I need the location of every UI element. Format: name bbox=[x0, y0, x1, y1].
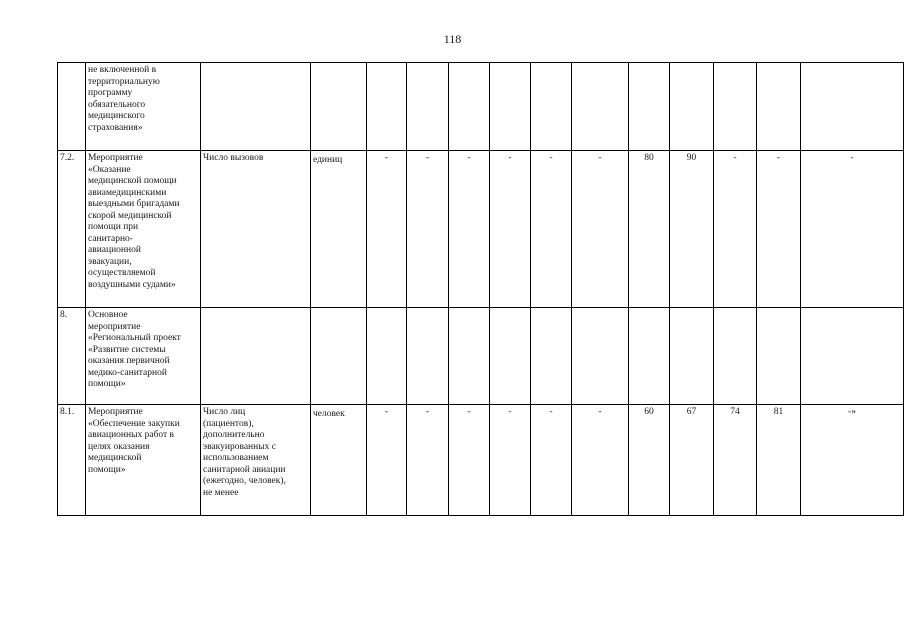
value-cell: - bbox=[449, 151, 490, 308]
unit-cell: человек bbox=[311, 405, 367, 516]
activity-name-line: санитарно- bbox=[88, 233, 133, 244]
indicator-cell bbox=[201, 308, 311, 405]
value-cell bbox=[531, 63, 572, 151]
value-cell: - bbox=[757, 151, 801, 308]
value-cell: 80 bbox=[629, 151, 670, 308]
value-cell: - bbox=[572, 151, 629, 308]
activity-name-line: Основное bbox=[88, 310, 128, 320]
value-cell bbox=[407, 308, 449, 405]
value-cell: - bbox=[449, 405, 490, 516]
value-cell bbox=[714, 63, 757, 151]
value-cell bbox=[757, 63, 801, 151]
value-cell: 81 bbox=[757, 405, 801, 516]
value-cell: - bbox=[407, 151, 449, 308]
activity-name-line: выездными бригадами bbox=[88, 199, 180, 209]
value-cell: - bbox=[490, 151, 531, 308]
indicator-line: Число лиц bbox=[203, 407, 246, 417]
value-cell bbox=[714, 308, 757, 405]
activity-name-line: помощи при bbox=[88, 222, 139, 232]
indicator-line: (ежегодно, человек), bbox=[203, 476, 286, 486]
activity-name-line: авиационной bbox=[88, 245, 141, 255]
unit-cell: единиц bbox=[311, 151, 367, 308]
activity-name-cell bbox=[86, 151, 201, 308]
value-cell: - bbox=[531, 405, 572, 516]
row-index-cell: 7.2. bbox=[58, 151, 86, 308]
activity-name-line: помощи» bbox=[88, 464, 126, 475]
activity-name-line: осуществляемой bbox=[88, 268, 156, 278]
row-index-cell: 8.1. bbox=[58, 405, 86, 516]
value-cell bbox=[670, 308, 714, 405]
value-cell: 90 bbox=[670, 151, 714, 308]
value-cell: - bbox=[714, 151, 757, 308]
unit-cell bbox=[311, 308, 367, 405]
table-row bbox=[58, 63, 904, 151]
value-cell: - bbox=[801, 151, 904, 308]
row-index-cell: 8. bbox=[58, 308, 86, 405]
value-cell bbox=[572, 63, 629, 151]
activity-name-line: оказания первичной bbox=[88, 356, 170, 366]
table-row bbox=[58, 151, 904, 308]
value-cell: 67 bbox=[670, 405, 714, 516]
activity-name-line: медицинской помощи bbox=[88, 176, 177, 186]
value-cell: 74 bbox=[714, 405, 757, 516]
activity-name-line: «Развитие системы bbox=[88, 344, 166, 355]
value-cell bbox=[572, 308, 629, 405]
activity-name-line: скорой медицинской bbox=[88, 210, 172, 221]
activity-name-line: территориальную bbox=[88, 76, 160, 87]
indicator-line: (пациентов), bbox=[203, 418, 254, 429]
value-cell bbox=[670, 63, 714, 151]
indicator-line: дополнительно bbox=[203, 430, 265, 440]
value-cell: - bbox=[572, 405, 629, 516]
value-cell bbox=[367, 308, 407, 405]
value-cell: - bbox=[367, 151, 407, 308]
table-row bbox=[58, 405, 904, 516]
activity-name-line: помощи» bbox=[88, 379, 126, 389]
value-cell bbox=[801, 308, 904, 405]
activity-name-cell bbox=[86, 63, 201, 151]
indicator-line: санитарной авиации bbox=[203, 464, 286, 475]
value-cell bbox=[801, 63, 904, 151]
value-cell bbox=[449, 308, 490, 405]
activity-name-line: мероприятие bbox=[88, 321, 141, 332]
activity-name-line: программу bbox=[88, 88, 133, 98]
value-cell bbox=[629, 63, 670, 151]
indicator-line: не менее bbox=[203, 487, 239, 498]
indicator-line: эвакуированных с bbox=[203, 441, 276, 452]
activity-name-cell bbox=[86, 405, 201, 516]
indicator-line: использованием bbox=[203, 453, 269, 463]
value-cell bbox=[490, 63, 531, 151]
value-cell: - bbox=[490, 405, 531, 516]
activity-name-line: авиамедицинскими bbox=[88, 187, 167, 198]
indicator-cell bbox=[201, 63, 311, 151]
table-row bbox=[58, 308, 904, 405]
indicator-cell bbox=[201, 405, 311, 516]
program-table bbox=[57, 62, 904, 516]
value-cell bbox=[629, 308, 670, 405]
unit-cell bbox=[311, 63, 367, 151]
activity-name-line: «Региональный проект bbox=[88, 333, 181, 343]
activity-name-line: обязательного bbox=[88, 99, 146, 110]
value-cell bbox=[490, 308, 531, 405]
activity-name-line: целях оказания bbox=[88, 441, 150, 452]
activity-name-line: Мероприятие bbox=[88, 153, 143, 163]
value-cell: - bbox=[367, 405, 407, 516]
indicator-line: Число вызовов bbox=[203, 153, 264, 163]
activity-name-cell bbox=[86, 308, 201, 405]
activity-name-line: воздушными судами» bbox=[88, 279, 176, 290]
activity-name-line: эвакуации, bbox=[88, 256, 132, 267]
value-cell: 60 bbox=[629, 405, 670, 516]
value-cell: - bbox=[531, 151, 572, 308]
activity-name-line: Мероприятие bbox=[88, 407, 143, 417]
activity-name-line: медико-санитарной bbox=[88, 367, 167, 378]
activity-name-line: «Обеспечение закупки bbox=[88, 418, 180, 429]
indicator-cell bbox=[201, 151, 311, 308]
row-index-cell bbox=[58, 63, 86, 151]
page-number: 118 bbox=[443, 32, 462, 46]
value-cell bbox=[449, 63, 490, 151]
activity-name-line: авиационных работ в bbox=[88, 430, 175, 440]
activity-name-line: «Оказание bbox=[88, 164, 131, 175]
value-cell bbox=[531, 308, 572, 405]
activity-name-line: не включенной в bbox=[88, 65, 157, 75]
value-cell: -» bbox=[801, 405, 904, 516]
value-cell: - bbox=[407, 405, 449, 516]
value-cell bbox=[407, 63, 449, 151]
activity-name-line: медицинского bbox=[88, 111, 145, 121]
value-cell bbox=[367, 63, 407, 151]
activity-name-line: медицинской bbox=[88, 453, 142, 463]
value-cell bbox=[757, 308, 801, 405]
activity-name-line: страхования» bbox=[88, 122, 143, 133]
